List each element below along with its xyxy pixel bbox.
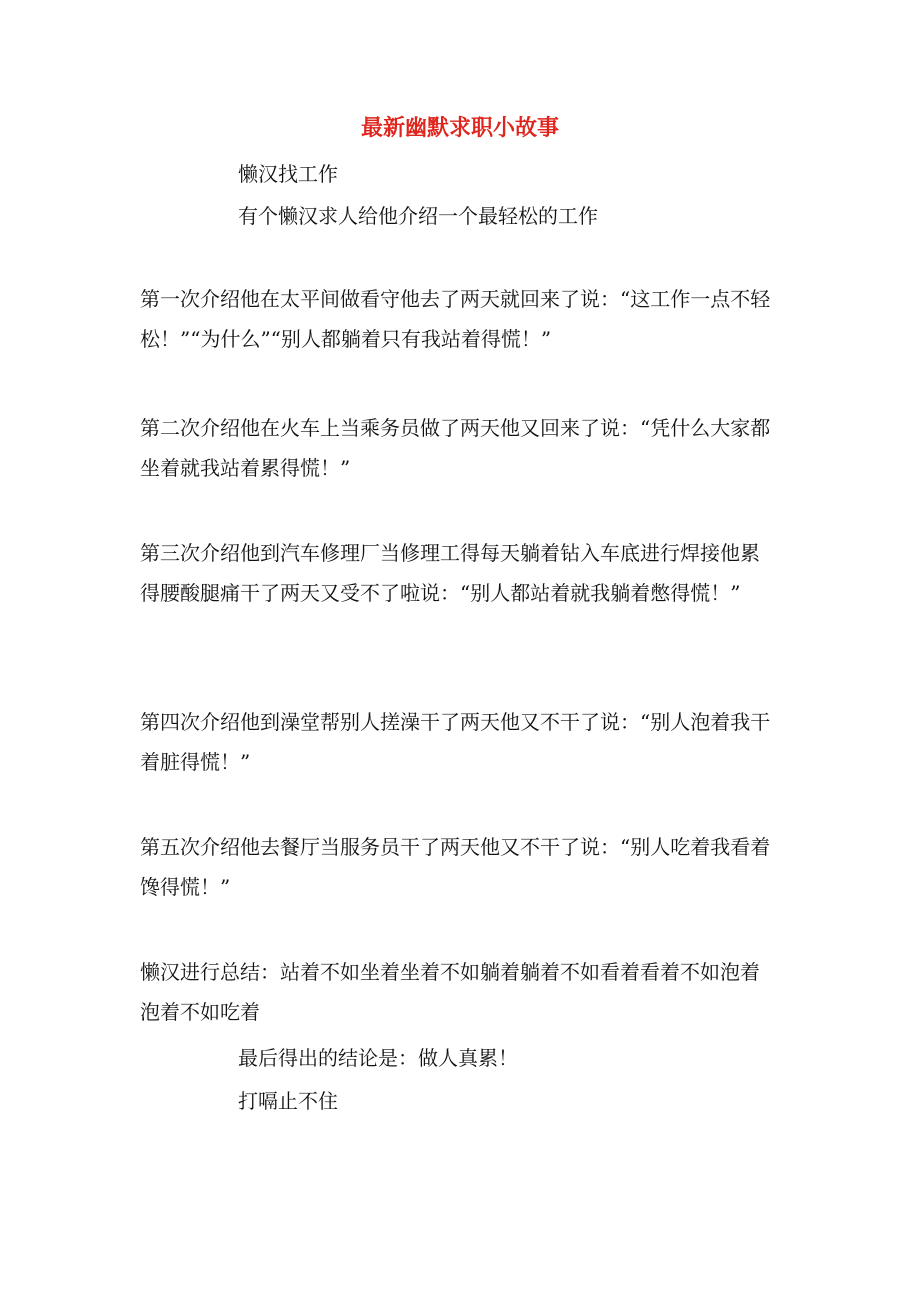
paragraph-second-job: 第二次介绍他在火车上当乘务员做了两天他又回来了说：“凭什么大家都坐着就我站着累得慌！” [140,416,771,480]
document-title: 最新幽默求职小故事 [360,115,559,141]
paragraph-summary: 懒汉进行总结：站着不如坐着坐着不如躺着躺着不如看着看着不如泡着泡着不如吃着 [140,960,760,1024]
paragraph-third-job: 第三次介绍他到汽车修理厂当修理工得每天躺着钻入车底进行焊接他累得腰酸腿痛干了两天又受不了啦说：“别人都站着就我躺着憋得慌！” [140,541,760,605]
paragraph-fourth-job: 第四次介绍他到澡堂帮别人搓澡干了两天他又不干了说：“别人泡着我干着脏得慌！” [140,710,771,774]
story-intro: 有个懒汉求人给他介绍一个最轻松的工作 [238,204,598,228]
story-conclusion: 最后得出的结论是：做人真累！ [238,1046,518,1070]
story-closing: 打嗝止不住 [238,1089,338,1113]
paragraph-first-job: 第一次介绍他在太平间做看守他去了两天就回来了说：“这工作一点不轻松！”“为什么”“别人都躺着只有我站着得慌！” [140,287,771,351]
story-subtitle: 懒汉找工作 [238,162,338,186]
paragraph-fifth-job: 第五次介绍他去餐厅当服务员干了两天他又不干了说：“别人吃着我看着馋得慌！” [140,835,771,899]
